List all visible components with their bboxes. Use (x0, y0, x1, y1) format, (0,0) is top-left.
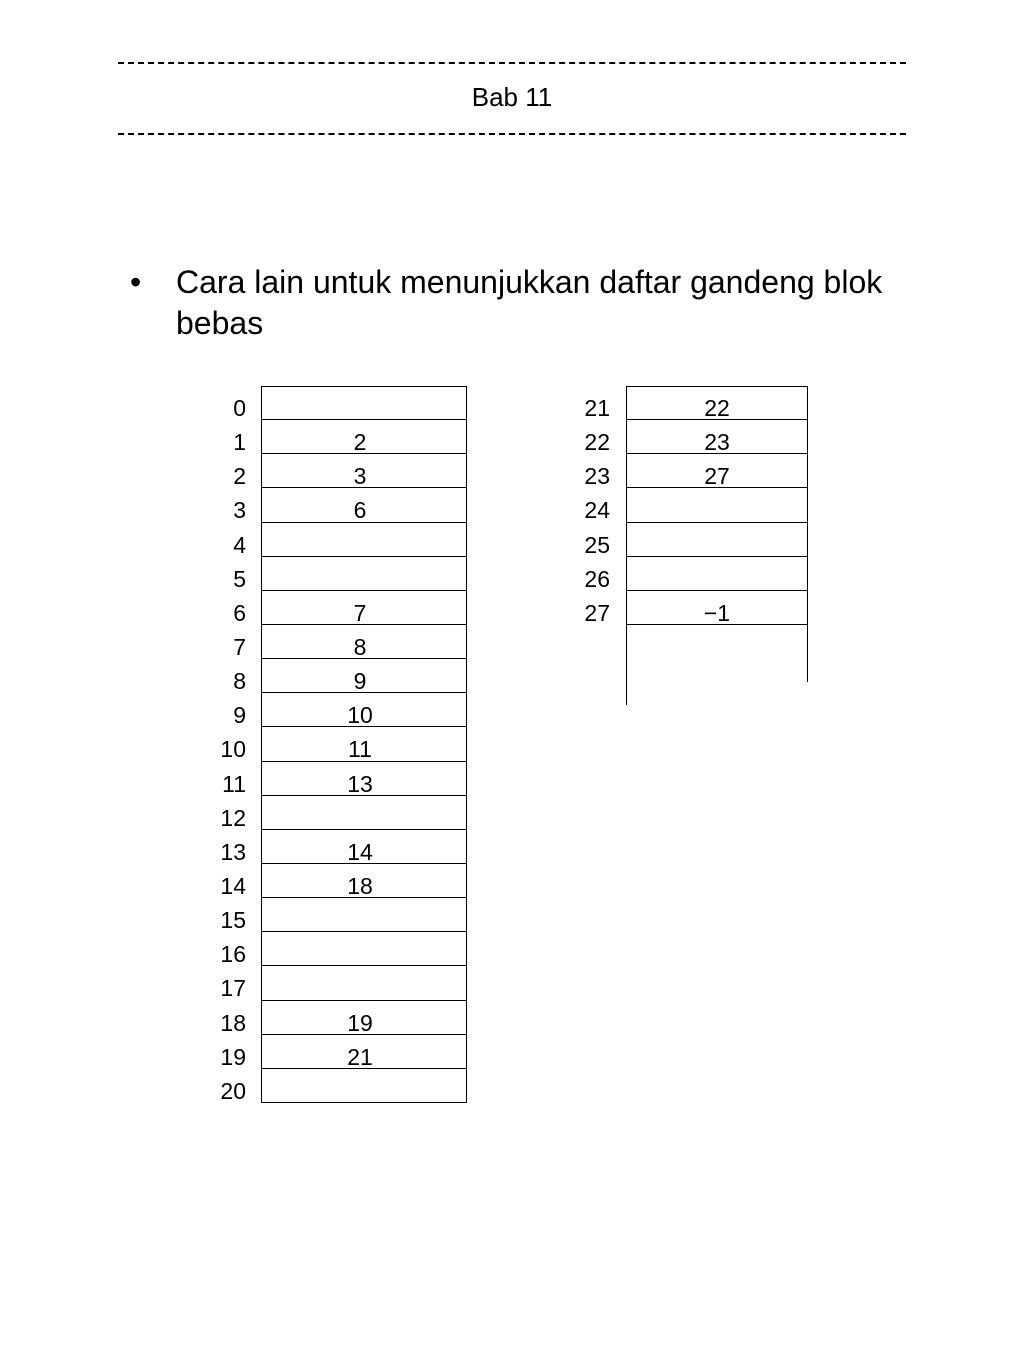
block-index: 16 (220, 941, 246, 968)
block-index: 13 (220, 838, 246, 865)
block-cell (261, 762, 467, 796)
block-cell (261, 932, 467, 966)
block-cell (261, 1001, 467, 1035)
block-index: 1 (233, 429, 246, 456)
block-index: 23 (584, 463, 610, 490)
next-pointer-value: 3 (353, 463, 367, 490)
next-pointer-value: −1 (703, 599, 731, 626)
block-index: 15 (220, 907, 246, 934)
block-index: 21 (584, 395, 610, 421)
block-index: 22 (584, 429, 610, 456)
next-pointer-value: 6 (353, 497, 367, 524)
block-index: 14 (220, 872, 246, 899)
next-pointer-value: 19 (347, 1009, 373, 1036)
block-cell (626, 523, 808, 557)
block-index: 24 (584, 497, 610, 524)
block-cell (261, 386, 467, 420)
next-pointer-value: 22 (704, 395, 730, 421)
block-index: 6 (233, 599, 246, 626)
block-index: 8 (233, 668, 246, 695)
next-pointer-value: 8 (353, 633, 367, 660)
block-index: 12 (220, 804, 246, 831)
block-cell (261, 1069, 467, 1103)
block-index: 3 (233, 497, 246, 524)
block-index: 17 (220, 975, 246, 1002)
block-index: 27 (584, 599, 610, 626)
block-cell (261, 830, 467, 864)
block-cell (626, 454, 808, 488)
bottom-dashed-rule (118, 133, 906, 135)
block-index: 26 (584, 565, 610, 592)
block-cell (261, 1035, 467, 1069)
table-continuation-left-line (626, 625, 627, 705)
next-pointer-value: 2 (353, 429, 367, 456)
block-cell (261, 966, 467, 1000)
bullet-text: Cara lain untuk menunjukkan daftar gandeng blok bebas (176, 264, 883, 341)
block-cell (261, 796, 467, 830)
table-continuation-right-line (807, 625, 808, 682)
block-index: 2 (233, 463, 246, 490)
block-cell (261, 727, 467, 761)
block-index: 18 (220, 1009, 246, 1036)
next-pointer-value: 13 (347, 770, 373, 797)
block-cell (626, 420, 808, 454)
block-index: 5 (233, 565, 246, 592)
next-pointer-value: 27 (704, 463, 730, 490)
block-cell (261, 488, 467, 522)
block-index: 11 (222, 770, 246, 797)
next-pointer-value: 10 (347, 702, 373, 729)
block-index: 7 (233, 633, 246, 660)
block-cell (261, 864, 467, 898)
next-pointer-value: 9 (353, 668, 367, 695)
block-cell (626, 591, 808, 625)
block-cell (626, 386, 808, 420)
block-cell (261, 693, 467, 727)
top-dashed-rule (118, 62, 906, 64)
next-pointer-value: 23 (704, 429, 730, 456)
block-cell (261, 557, 467, 591)
chapter-heading: Bab 11 (471, 82, 553, 112)
block-cell (261, 898, 467, 932)
bullet-icon: • (130, 264, 142, 300)
block-cell (261, 523, 467, 557)
block-cell (261, 591, 467, 625)
block-cell (261, 625, 467, 659)
next-pointer-value: 11 (348, 736, 372, 763)
block-cell (261, 420, 467, 454)
next-pointer-value: 21 (347, 1043, 373, 1070)
block-index: 20 (220, 1077, 246, 1104)
block-cell (626, 488, 808, 522)
block-index: 4 (233, 531, 246, 558)
next-pointer-value: 18 (347, 872, 373, 899)
block-index: 10 (220, 736, 246, 763)
block-index: 0 (233, 395, 246, 421)
block-index: 25 (584, 531, 610, 558)
next-pointer-value: 14 (347, 838, 373, 865)
block-cell (626, 557, 808, 591)
block-index: 19 (220, 1043, 246, 1070)
block-cell (261, 659, 467, 693)
block-index: 9 (233, 702, 246, 729)
next-pointer-value: 7 (353, 599, 367, 626)
block-cell (261, 454, 467, 488)
